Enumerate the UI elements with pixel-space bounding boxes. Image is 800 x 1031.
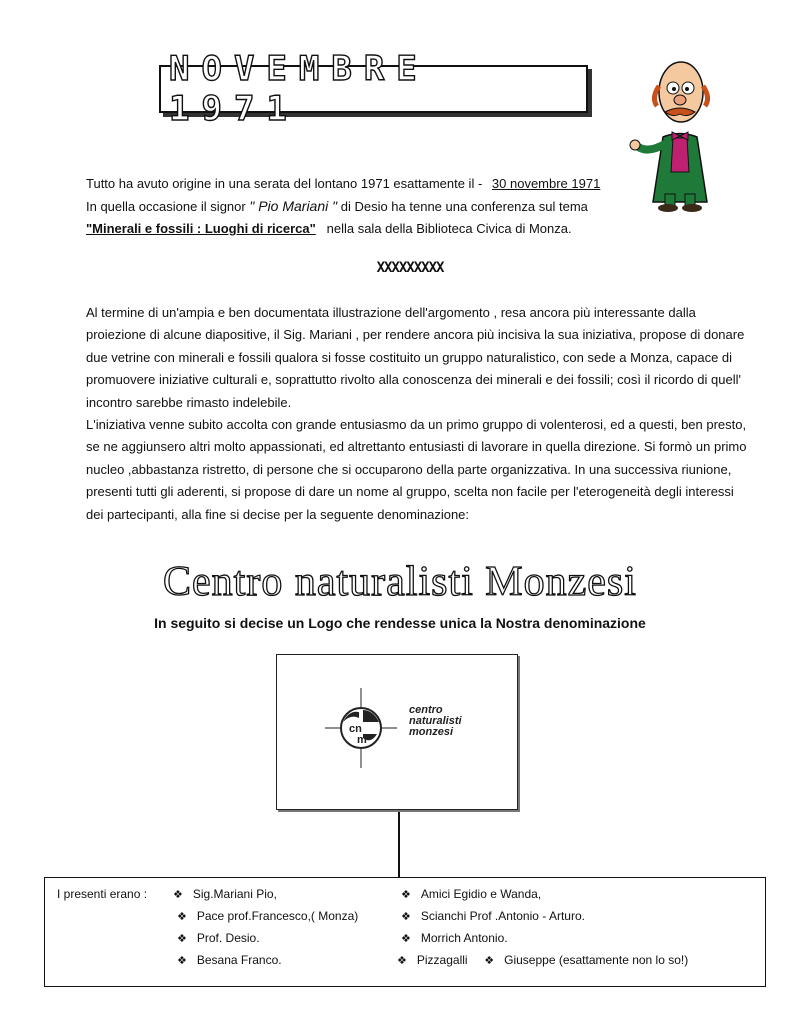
logo-caption: In seguito si decise un Logo che rendesse unica la Nostra denominazione bbox=[154, 615, 646, 631]
logo-mark-top: cn bbox=[349, 723, 362, 735]
intro-date: 30 novembre 1971 bbox=[491, 176, 601, 191]
bullet-icon: ❖ bbox=[401, 911, 411, 923]
bullet-icon: ❖ bbox=[177, 911, 187, 923]
attendee-name: Pace prof.Francesco,( Monza) bbox=[196, 909, 359, 923]
bullet-icon: ❖ bbox=[401, 933, 411, 945]
bullet-icon: ❖ bbox=[484, 955, 495, 967]
logo-mark-bottom: m bbox=[357, 734, 367, 746]
attendee-name: Prof. Desio. bbox=[196, 931, 260, 945]
attendee-name: Sig.Mariani Pio, bbox=[192, 887, 277, 901]
intro-line-1 bbox=[86, 173, 686, 195]
logo-word-centro: centro bbox=[409, 704, 443, 716]
body-text bbox=[86, 302, 751, 526]
intro-line-3 bbox=[86, 218, 686, 240]
bullet-icon: ❖ bbox=[177, 933, 187, 945]
bullet-icon: ❖ bbox=[177, 955, 187, 967]
attendee-right-3 bbox=[401, 931, 508, 945]
intro-line-2-start: In quella occasione il signor bbox=[86, 199, 246, 214]
attendees-label: I presenti erano : bbox=[57, 887, 148, 901]
intro-line-1-text: Tutto ha avuto origine in una serata del lontano 1971 esattamente il - bbox=[86, 176, 483, 191]
conference-topic: "Minerali e fossili : Luoghi di ricerca" bbox=[86, 221, 316, 236]
intro-line-2 bbox=[86, 195, 686, 218]
logo-word-naturalisti: naturalisti bbox=[409, 715, 462, 727]
logo-wordmark bbox=[409, 705, 462, 738]
attendee-left-3 bbox=[177, 931, 260, 945]
cnm-logo-icon bbox=[321, 688, 401, 768]
title-box bbox=[159, 49, 588, 129]
body-paragraph-2: L'iniziativa venne subito accolta con grande entusiasmo da un primo gruppo di volenterosi, ed a questi, ben presto, se ne aggiunsero altri molto appassionati, ed altrettanto entusiasti di lavorare in quella direzione. Si formò un primo nucleo ,abbastanza ristretto, di persone che si occuparono della parte organizzativa. In una successiva riunione, presenti tutti gli aderenti, si propose di dare un nome al gruppo, scelta non facile per l'eterogeneità degli interessi dei partecipanti, alla fine si decise per la seguente denominazione: bbox=[86, 417, 747, 522]
attendee-name: Besana Franco. bbox=[196, 953, 282, 967]
attendee-right-4 bbox=[397, 953, 688, 967]
group-name-title: Centro naturalisti Monzesi bbox=[163, 559, 637, 605]
attendees-box bbox=[44, 877, 766, 987]
speaker-name: " Pio Mariani " bbox=[249, 198, 338, 214]
attendee-name: Morrich Antonio. bbox=[420, 931, 508, 945]
attendee-left-1 bbox=[173, 887, 277, 901]
logo-frame bbox=[276, 654, 518, 810]
attendee-name: Pizzagalli bbox=[416, 953, 468, 967]
attendee-right-1 bbox=[401, 887, 541, 901]
logo-word-monzesi: monzesi bbox=[409, 726, 454, 738]
body-paragraph-1: Al termine di un'ampia e ben documentata illustrazione dell'argomento , resa ancora più interessante dalla proiezione di alcune diapositive, il Sig. Mariani , per rendere ancora più incisiva la sua iniziativa, propose di donare due vetrine con minerali e fossili qualora si fosse costituito un gruppo naturalistico, con sede a Monza, capace di promuovere iniziative culturali e, soprattutto rivolto alla conoscenza dei minerali e dei fossili; così il ricordo di quell' incontro sarebbe rimasto indelebile. bbox=[86, 305, 745, 410]
bullet-icon: ❖ bbox=[173, 889, 183, 901]
attendee-name-extra: Giuseppe (esattamente non lo so!) bbox=[504, 953, 689, 967]
intro-line-3-end: nella sala della Biblioteca Civica di Monza. bbox=[326, 221, 572, 236]
separator-ornament: XXXXXXXXX bbox=[376, 260, 444, 276]
attendee-name: Scianchi Prof .Antonio - Arturo. bbox=[420, 909, 585, 923]
page-title: NOVEMBRE 1971 bbox=[169, 49, 429, 129]
connector-line bbox=[398, 812, 400, 878]
bullet-icon: ❖ bbox=[401, 889, 411, 901]
attendee-left-4 bbox=[177, 953, 282, 967]
intro-line-2-end: di Desio ha tenne una conferenza sul tema bbox=[340, 199, 588, 214]
attendee-left-2 bbox=[177, 909, 358, 923]
bullet-icon: ❖ bbox=[397, 955, 407, 967]
attendee-name: Amici Egidio e Wanda, bbox=[420, 887, 542, 901]
attendee-right-2 bbox=[401, 909, 585, 923]
intro-text bbox=[86, 173, 686, 240]
